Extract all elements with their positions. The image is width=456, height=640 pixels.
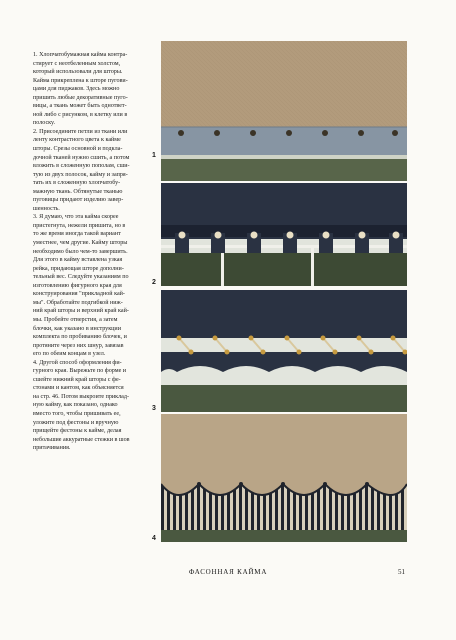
photo-3 — [161, 290, 407, 412]
footer-title: ФАСОННАЯ КАЙМА — [188, 568, 268, 576]
photo-1 — [161, 41, 407, 181]
photo-1-image — [161, 41, 407, 181]
text-column — [33, 51, 151, 453]
photo-4 — [161, 414, 407, 542]
paragraph-3: 3. Я думаю, что эта кайма скорее пристегнута, нежели пришита, но в то же время иногда такой вариант уместнее, чем другие. Кайму шторы необходимо было чем-то завершить. Для этого в кайму вставлена узкая рейка, придающая шторе дополни- тельный вес. Следуйте указаниям по изготовлению фигурного края для конструирования "прикладной кай- мы". Обработайте подгибкой ниж- ний край шторы и верхний край кай- мы. Пробейте отверстия, а затем блочки, как указано в инструкции комплекта по пробиванию блочек, и протяните через них шнур, завязав его по обеим концам в узел. — [33, 214, 129, 358]
figure-number-2: 2 — [152, 279, 156, 286]
paragraph-1: 1. Хлопчатобумажная кайма контра- стирует с неотбеленным холстом, который использовали для шторы. Кайма прикреплена к шторе пугови- цами для пиджаков. Здесь можно пришить любые декоративные пуго- вицы, а ткань может быть однответ- ной либо с рисунком, в клетку или в полоску. — [33, 52, 128, 127]
photo-2-image — [161, 183, 407, 286]
photo-4-image — [161, 414, 407, 542]
photo-2 — [161, 183, 407, 286]
figure-number-1: 1 — [152, 152, 156, 159]
paragraph-4: 4. Другой способ оформления фи- гурного края. Вырежьте по форме и сшейте нижний край шторы с фе- стонами и кантом, как объясняется на стр. 46. Потом выкроите приклад- ную кайму, как показано, однако вместо того, чтобы пришивать ее, уложите под фестоны и вручную прищейте фестоны к кайме, делая небольшие аккуратные стежки в шов притачивания. — [33, 359, 130, 452]
figure-number-3: 3 — [152, 405, 156, 412]
paragraph-2: 2. Присоедините петли из ткани или ленту контрастного цвета к кайме шторы. Срезы основной и подкла- дочной тканей нужно сшить, а потом вложить в сложенную пополам, сши- тую из двух полосок, кайму и запря- тать их в сложенную хлопчатобу- мажную ткань. Обтянутые тканью пуговицы придают изделию завер- шенность. — [33, 128, 130, 212]
photo-3-image — [161, 290, 407, 412]
page-number: 51 — [398, 568, 405, 576]
figure-number-4: 4 — [152, 535, 156, 542]
